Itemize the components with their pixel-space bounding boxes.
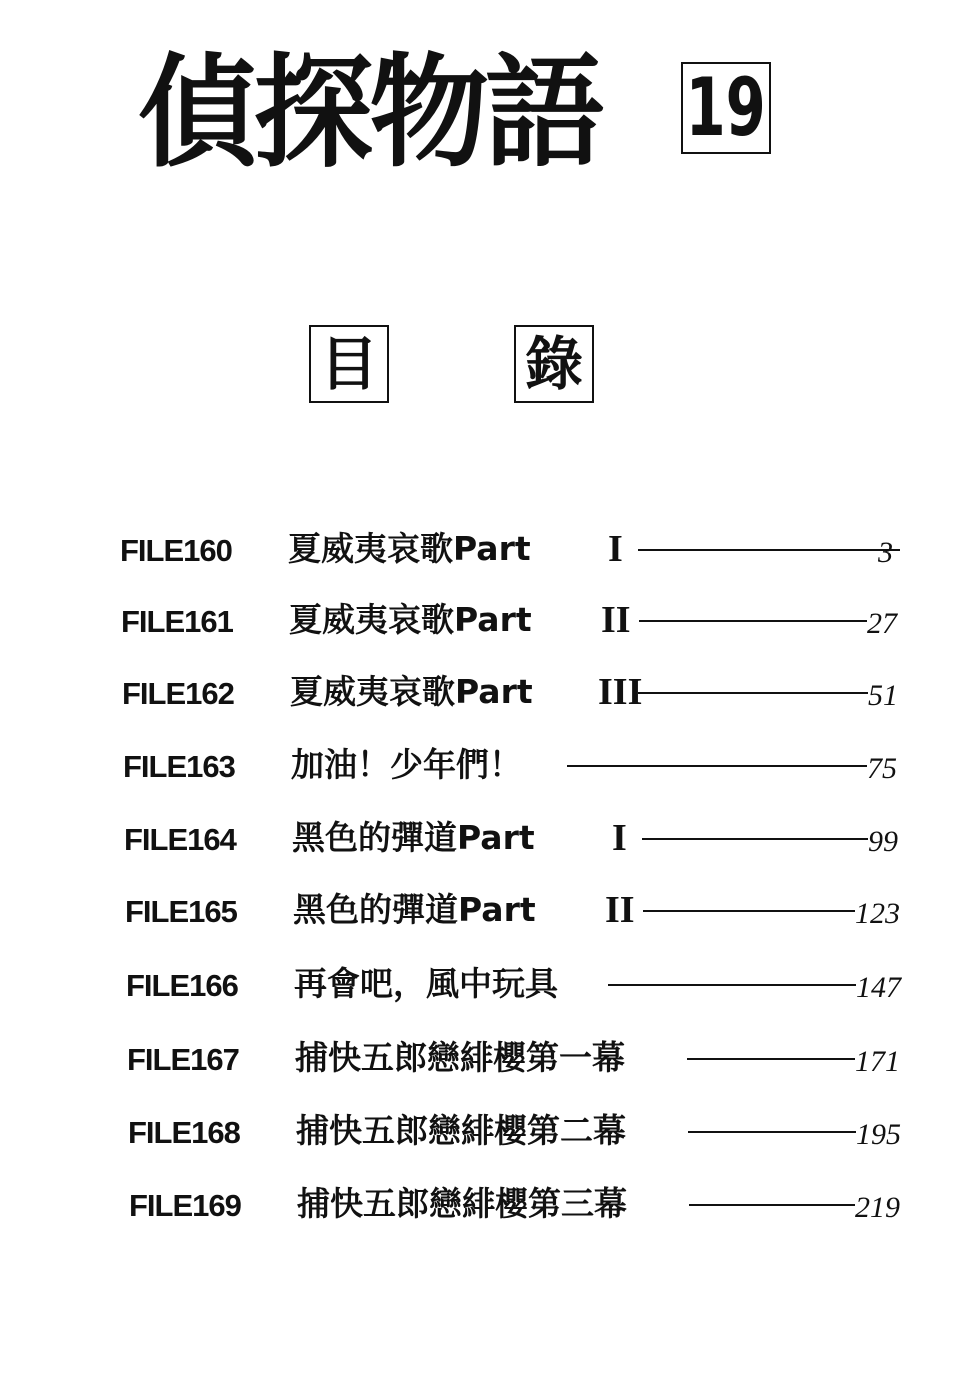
toc-file-number: FILE160 [120, 533, 232, 568]
toc-leader-line [638, 549, 900, 551]
toc-row[interactable] [128, 1109, 928, 1153]
toc-chapter-title: 再會吧，風中玩具 [294, 964, 558, 1003]
toc-leader-line [643, 910, 855, 912]
toc-part-numeral: I [612, 817, 627, 859]
toc-leader-line [642, 838, 868, 840]
toc-leader-line [687, 1058, 855, 1060]
toc-chapter-title: 夏威夷哀歌Part [289, 600, 532, 639]
book-title: 偵探物語 [138, 42, 601, 184]
toc-page-number: 219 [855, 1191, 900, 1224]
toc-part-numeral: III [598, 671, 643, 713]
toc-row[interactable] [127, 1036, 927, 1080]
toc-row[interactable] [124, 816, 924, 860]
toc-part-numeral: I [608, 528, 623, 570]
toc-row[interactable] [123, 743, 923, 787]
toc-page-number: 99 [868, 825, 898, 858]
toc-row[interactable] [126, 962, 926, 1006]
toc-page-number: 195 [856, 1118, 901, 1151]
toc-page-number: 3 [878, 536, 893, 569]
toc-file-number: FILE166 [126, 968, 238, 1003]
toc-row[interactable] [125, 888, 925, 932]
toc-chapter-title: 加油！少年們！ [291, 745, 522, 784]
toc-page-number: 75 [867, 752, 897, 785]
toc-leader-line [638, 692, 868, 694]
toc-page-number: 147 [856, 971, 901, 1004]
toc-page-number: 123 [855, 897, 900, 930]
toc-row[interactable] [122, 670, 922, 714]
toc-chapter-title: 夏威夷哀歌Part [288, 529, 531, 568]
toc-leader-line [567, 765, 867, 767]
toc-leader-line [688, 1131, 856, 1133]
toc-file-number: FILE164 [124, 822, 236, 857]
toc-chapter-title: 捕快五郎戀緋櫻第一幕 [295, 1038, 625, 1077]
toc-page-number: 27 [867, 607, 897, 640]
toc-row[interactable] [129, 1182, 929, 1226]
toc-file-number: FILE162 [122, 676, 234, 711]
contents-heading-char-2: 錄 [514, 325, 594, 403]
volume-number: 19 [685, 61, 767, 154]
toc-file-number: FILE169 [129, 1188, 241, 1223]
toc-chapter-title: 黑色的彈道Part [293, 890, 536, 929]
toc-part-numeral: II [605, 889, 635, 931]
toc-chapter-title: 捕快五郎戀緋櫻第二幕 [296, 1111, 626, 1150]
toc-file-number: FILE168 [128, 1115, 240, 1150]
toc-page-number: 51 [868, 679, 898, 712]
toc-page-number: 171 [855, 1045, 900, 1078]
toc-row[interactable] [120, 527, 920, 571]
toc-chapter-title: 夏威夷哀歌Part [290, 672, 533, 711]
toc-file-number: FILE161 [121, 604, 233, 639]
toc-file-number: FILE163 [123, 749, 235, 784]
toc-chapter-title: 黑色的彈道Part [292, 818, 535, 857]
contents-heading-char-1: 目 [309, 325, 389, 403]
toc-chapter-title: 捕快五郎戀緋櫻第三幕 [297, 1184, 627, 1223]
toc-leader-line [639, 620, 867, 622]
toc-leader-line [689, 1204, 855, 1206]
toc-file-number: FILE167 [127, 1042, 239, 1077]
toc-leader-line [608, 984, 856, 986]
toc-row[interactable] [121, 598, 921, 642]
toc-part-numeral: II [601, 599, 631, 641]
toc-file-number: FILE165 [125, 894, 237, 929]
